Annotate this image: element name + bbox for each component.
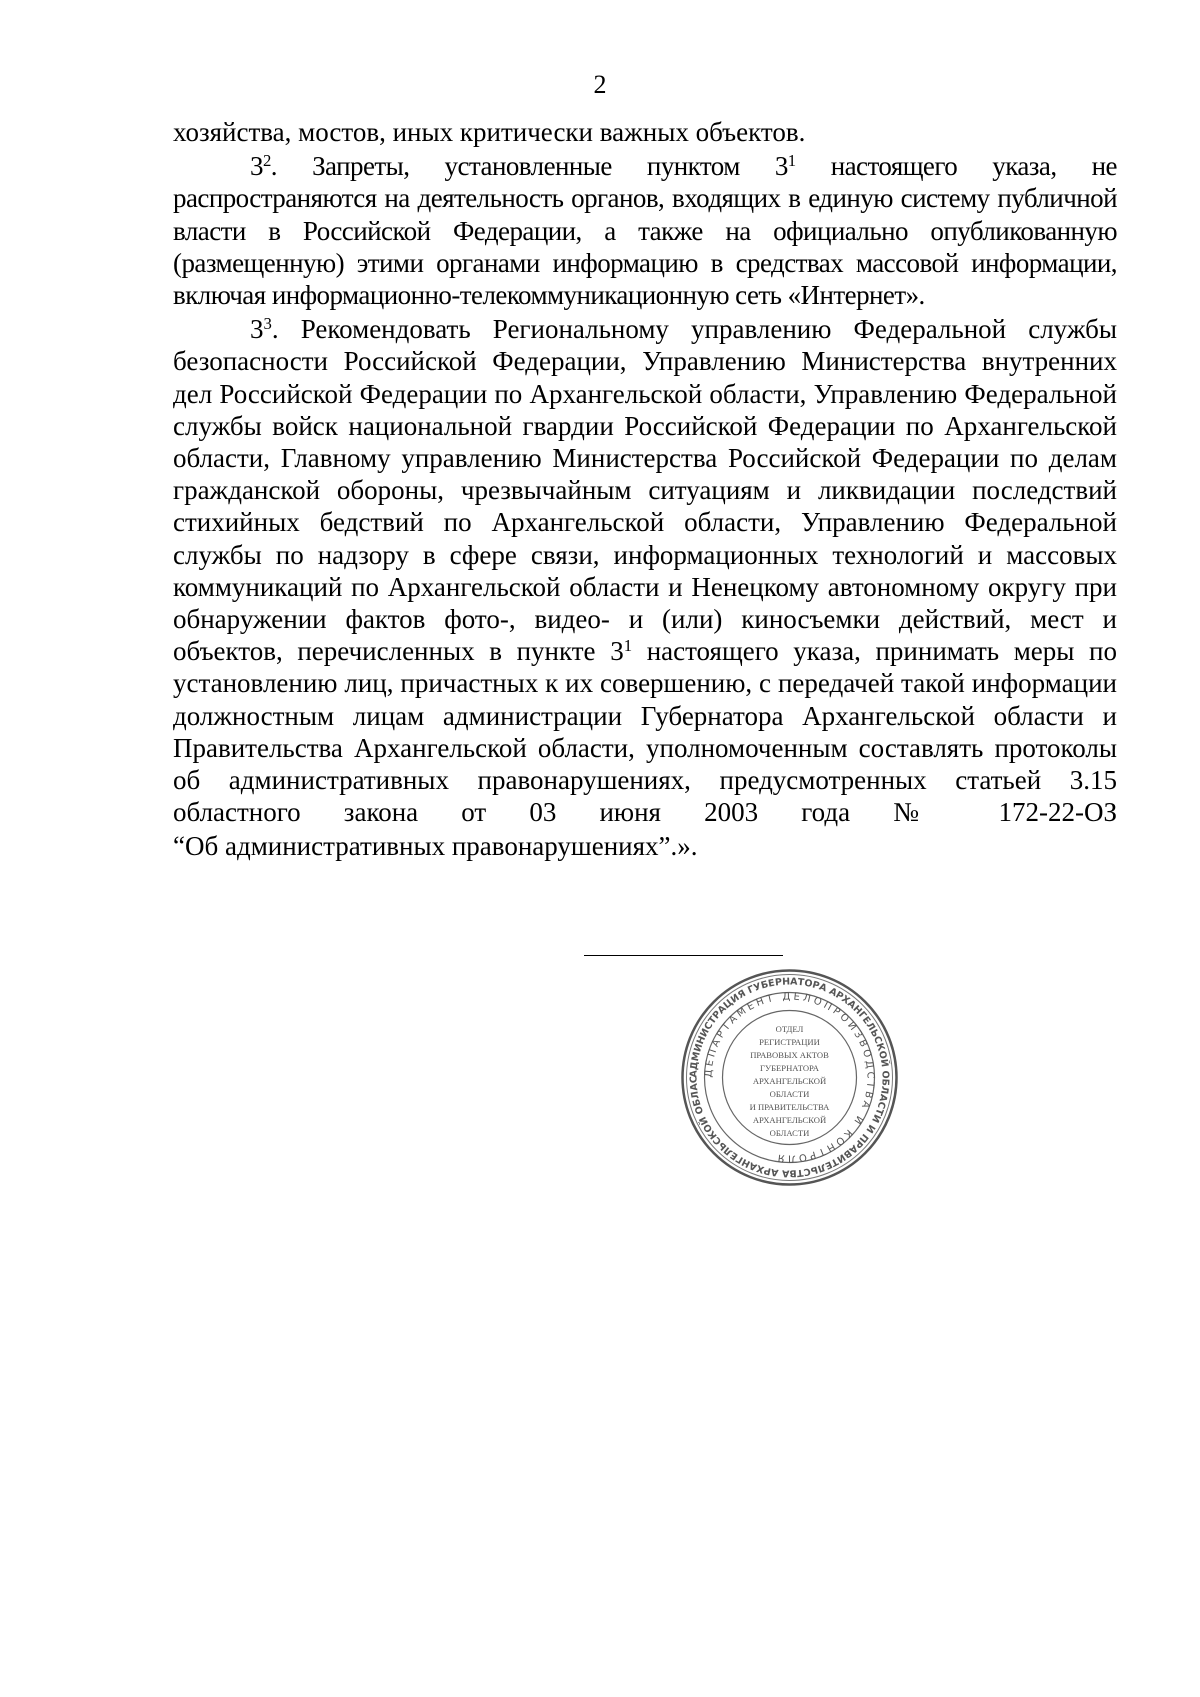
seal-center-line: И ПРАВИТЕЛЬСТВА: [749, 1102, 830, 1112]
clause-reference: 3: [774, 151, 788, 182]
clause-reference-superscript: 1: [787, 151, 796, 170]
clause-number: 3: [250, 314, 264, 345]
seal-center-line: ГУБЕРНАТОРА: [760, 1063, 819, 1073]
seal-center-line: ОБЛАСТИ: [769, 1089, 810, 1099]
clause-number-superscript: 2: [262, 151, 271, 170]
seal-middle-text: ДЕПАРТАМЕНТ ДЕЛОПРОИЗВОДСТВА И КОНТРОЛЯ: [703, 991, 876, 1164]
seal-center-line: АРХАНГЕЛЬСКОЙ: [752, 1115, 827, 1125]
paragraph-text: . Запреты, установленные пунктом: [270, 151, 775, 182]
clause-number: 3: [250, 151, 263, 182]
seal-center-line: ПРАВОВЫХ АКТОВ: [750, 1050, 829, 1060]
paragraph-3-3: [173, 313, 1117, 828]
paragraph-text: . Рекомендовать Региональному управлению Федеральной службы безопасности Российской Федерации, Управлению Министерства внутренних дел Российской Федерации по Архангельской области, Управлению Федеральной службы войск национальной гвардии Российской Федерации по Архангельской области, Главному управлению Министерства Российской Федерации по делам гражданской обороны, чрезвычайным ситуациям и ликвидации последствий стихийных бедствий по Архангельской области, Управлению Федеральной службы по надзору в сфере связи, информационных технологий и массовых коммуникаций по Архангельской области и Ненецкому автономному округу при обнаружении фактов фото-, видео- и (или) киносъемки действий, мест и объектов, перечисленных в пункте: [173, 314, 1117, 667]
paragraph-3-2: [173, 150, 1117, 311]
paragraph-text: настоящего указа, принимать меры по установлению лиц, причастных к их совершению, с передачей такой информации должностным лицам администрации Губернатора Архангельской области и Правительства Архангельской области, уполномоченным составлять протоколы об административных правонарушениях, предусмотренных статьей 3.15 областного закона от 03 июня 2003 года № 172-22-ОЗ: [173, 636, 1117, 828]
seal-center-line: АРХАНГЕЛЬСКОЙ: [752, 1076, 827, 1086]
paragraph-closing: “Об административных правонарушениях”.».: [173, 831, 698, 862]
page-number: 2: [593, 70, 607, 99]
signature-line: [584, 955, 783, 956]
seal-center-line: ОБЛАСТИ: [769, 1128, 810, 1138]
paragraph-text: настоящего указа, не распространяются на деятельность органов, входящих в единую систему публичной власти в Российской Федерации, а также на официально опубликованную (размещенную) этими органами информацию в средствах массовой информации, включая информационно-телекоммуникационную сеть «Интернет».: [173, 151, 1117, 311]
seal-center-line: ОТДЕЛ: [775, 1024, 804, 1034]
official-seal: [678, 966, 901, 1189]
seal-outer-text: АДМИНИСТРАЦИЯ ГУБЕРНАТОРА АРХАНГЕЛЬСКОЙ ОБЛАСТИ И ПРАВИТЕЛЬСТВА АРХАНГЕЛЬСКОЙ ОБЛАС: [688, 976, 891, 1179]
clause-reference: 3: [610, 636, 624, 667]
clause-number-superscript: 3: [263, 314, 272, 334]
clause-reference-superscript: 1: [623, 636, 633, 656]
document-body: [173, 116, 1117, 865]
paragraph-continuation: хозяйства, мостов, иных критически важных объектов.: [173, 117, 806, 147]
seal-center-line: РЕГИСТРАЦИИ: [759, 1037, 820, 1047]
